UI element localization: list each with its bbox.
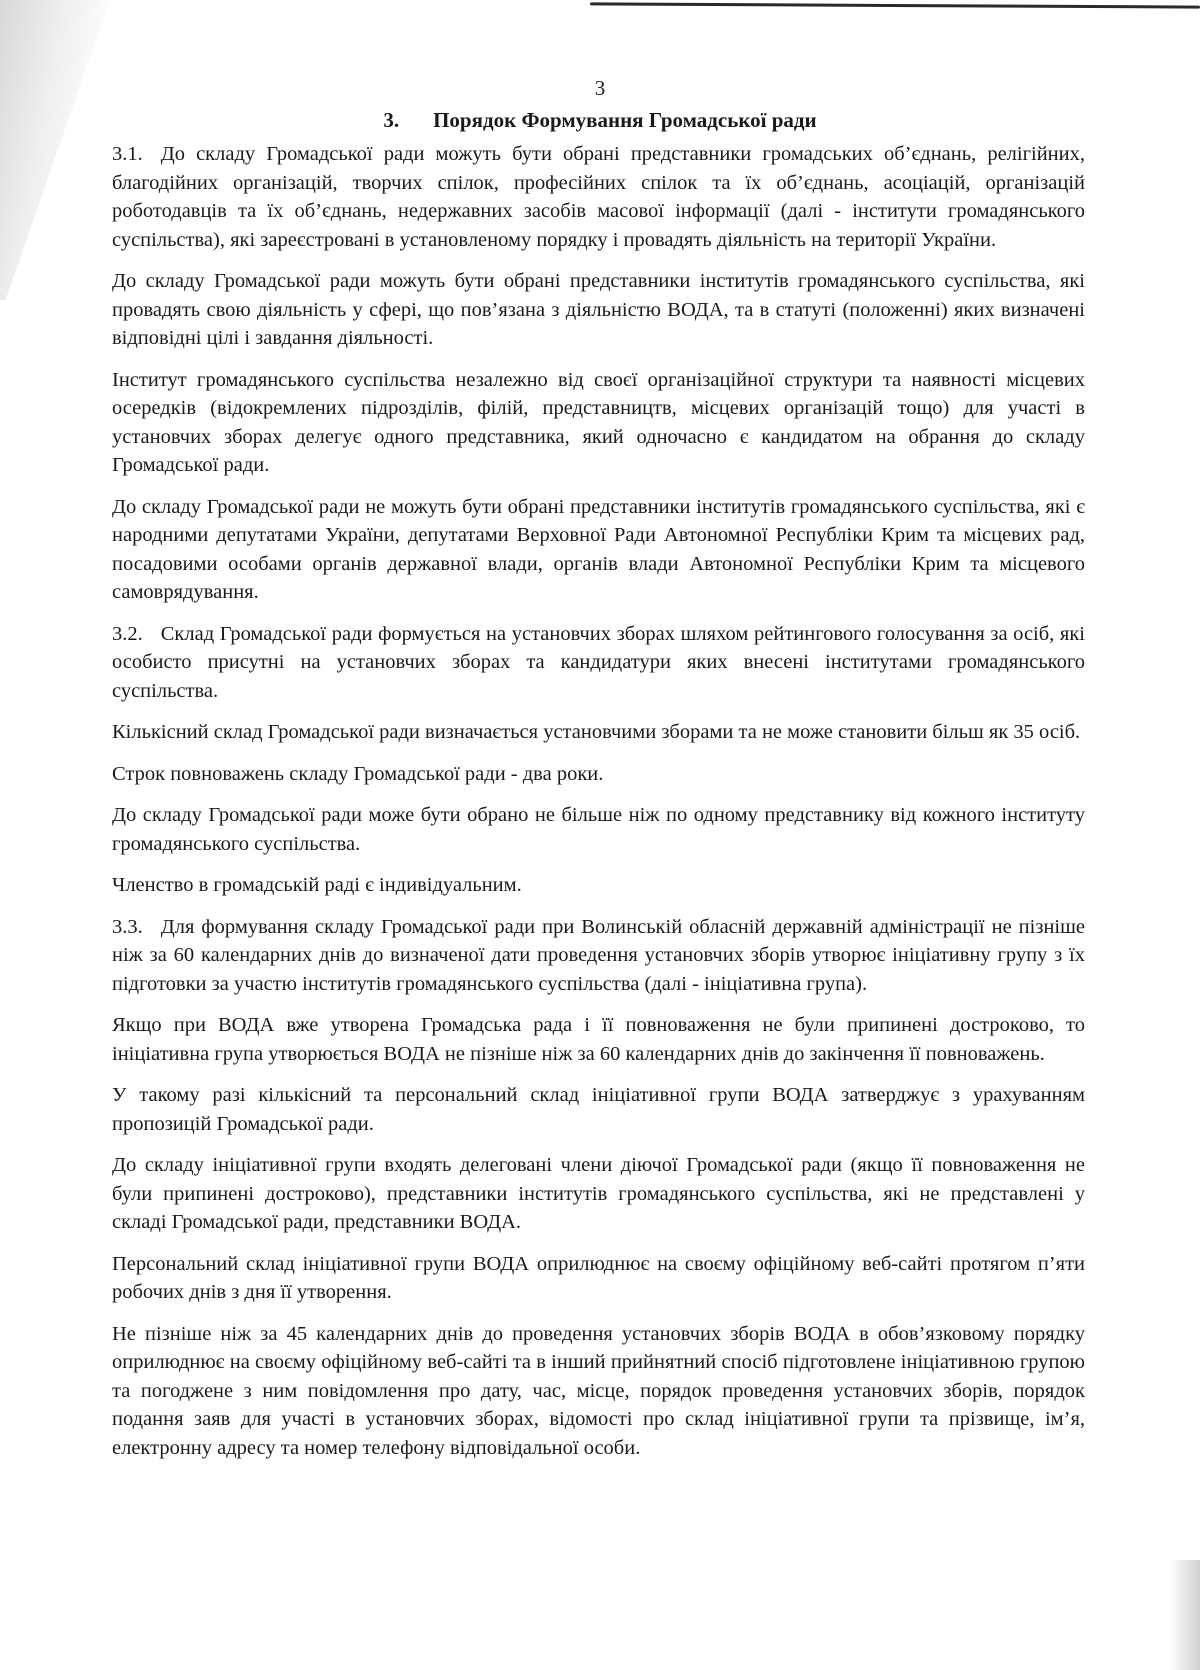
section-heading (0, 108, 1200, 133)
clause-number: 3.3. (112, 915, 143, 938)
paragraph-3-1 (112, 140, 1085, 254)
paragraph: До складу Громадської ради можуть бути обрані представники інститутів громадянського суспільства, які провадять свою діяльність у сфері, що пов’язана з діяльністю ВОДА, та в статуті (положенні) яких визначені відповідні цілі і завдання діяльності. (112, 270, 1085, 349)
paragraph-text: Для формування складу Громадської ради при Волинській обласній державній адміністрації не пізніше ніж за 60 календарних днів до визначеної дати проведення установчих зборів утворює ініціативну групу з їх підготовки за участю інститутів громадянського суспільства (далі - ініціативна група). (112, 915, 1085, 995)
paragraph: Строк повноважень складу Громадської ради - два роки. (112, 762, 604, 785)
paragraph: До складу Громадської ради не можуть бути обрані представники інститутів громадянського суспільства, які є народними депутатами України, депутатами Верховної Ради Автономної Республіки Крим та місцевих рад, посадовими особами органів державної влади, органів влади Автономної Республіки Крим та місцевого самоврядування. (112, 495, 1085, 603)
paragraph-3-3 (112, 913, 1085, 999)
paragraph: Інститут громадянського суспільства незалежно від своєї організаційної структури та наявності місцевих осередків (відокремлених підрозділів, філій, представництв, місцевих організацій тощо) для участі в установчих зборах делегує одного представника, який одночасно є кандидатом на обрання до складу Громадської ради. (112, 368, 1085, 476)
scan-edge-shadow (0, 0, 110, 300)
scan-right-edge-shadow (1170, 1560, 1200, 1670)
paragraph-text: До складу Громадської ради можуть бути обрані представники громадських об’єднань, релігійних, благодійних організацій, творчих спілок, професійних спілок та їх об’єднань, асоціацій, організацій роботодавців та їх об’єднань, недержавних засобів масової інформації (далі - інститути громадянського суспільства), які зареєстровані в установленому порядку і провадять діяльність на території України. (112, 143, 1085, 251)
paragraph: Членство в громадській раді є індивідуальним. (112, 874, 522, 896)
paragraph-3-2 (112, 620, 1085, 706)
scan-top-edge-line (590, 2, 1200, 8)
paragraph: У такому разі кількісний та персональний склад ініціативної групи ВОДА затверджує з урахуванням пропозицій Громадської ради. (112, 1084, 1085, 1135)
paragraph: Якщо при ВОДА вже утворена Громадська рада і її повноваження не були припинені достроково, то ініціативна група утворюється ВОДА не пізніше ніж за 60 календарних днів до закінчення її повноважень. (112, 1014, 1085, 1065)
section-title: Порядок Формування Громадської ради (433, 108, 817, 132)
clause-number: 3.2. (112, 622, 143, 645)
paragraph: Кількісний склад Громадської ради визначається установчими зборами та не може становити більш як 35 осіб. (112, 721, 1081, 743)
page-number: 3 (594, 76, 606, 100)
paragraph: Персональний склад ініціативної групи ВОДА оприлюднює на своєму офіційному веб-сайті протягом п’яти робочих днів з дня її утворення. (112, 1252, 1085, 1303)
paragraph-text: Склад Громадської ради формується на установчих зборах шляхом рейтингового голосування за осіб, які особисто присутні на установчих зборах та кандидатури яких внесені інститутами громадянського суспільства. (112, 622, 1085, 702)
paragraph: До складу Громадської ради може бути обрано не більше ніж по одному представнику від кожного інституту громадянського суспільства. (112, 804, 1085, 855)
clause-number: 3.1. (112, 143, 143, 165)
document-body (112, 140, 1085, 1475)
section-number: 3. (383, 108, 400, 132)
paragraph: Не пізніше ніж за 45 календарних днів до проведення установчих зборів ВОДА в обов’язковому порядку оприлюднює на своєму офіційному веб-сайті та в інший прийнятний спосіб підготовлене ініціативною групою та погоджене з ним повідомлення про дату, час, місце, порядок проведення установчих зборів, порядок подання заяв для участі в установчих зборах, відомості про склад ініціативної групи та прізвище, ім’я, електронну адресу та номер телефону відповідальної особи. (112, 1322, 1085, 1459)
paragraph: До складу ініціативної групи входять делеговані члени діючої Громадської ради (якщо її повноваження не були припинені достроково), представники інститутів громадянського суспільства, які не представлені у складі Громадської ради, представники ВОДА. (112, 1154, 1085, 1233)
